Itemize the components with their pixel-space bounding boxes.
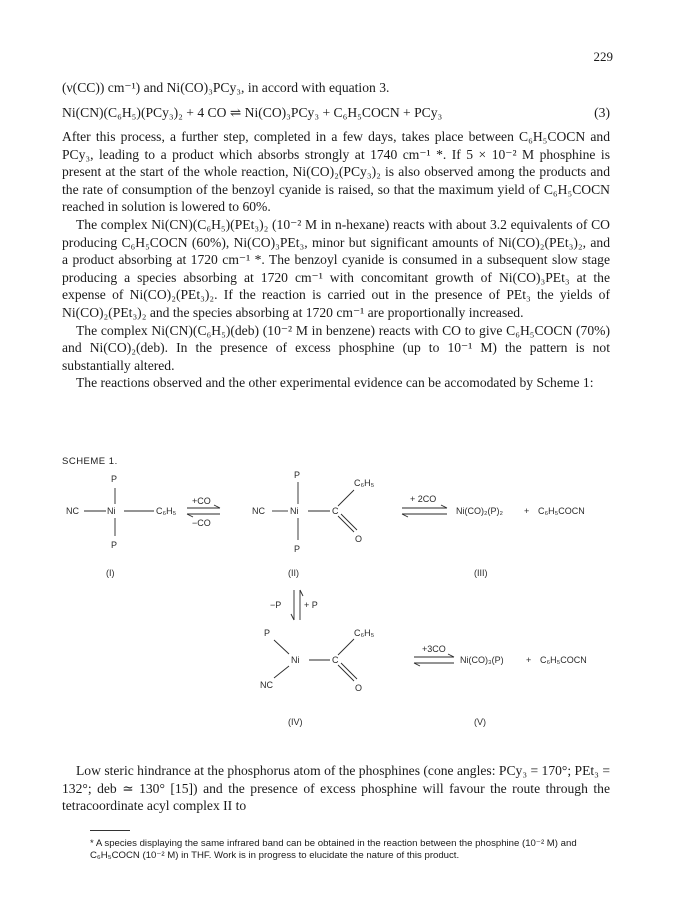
ii-ni: Ni — [290, 506, 299, 516]
arrow-1-bottom: −CO — [192, 518, 211, 528]
iv-c6h5: C₆H₅ — [354, 628, 375, 638]
label-i: (I) — [106, 568, 115, 578]
bond-iv-p — [274, 640, 289, 654]
scheme-1-diagram — [62, 470, 632, 730]
equation-number: (3) — [594, 105, 610, 120]
i-p-bottom: P — [111, 540, 118, 550]
equation-3 — [62, 105, 610, 121]
i-c6h5: C₆H₅ — [156, 506, 177, 516]
paragraph-1: After this process, a further step, completed in a few days, takes place between C₆H₅COCN and PCy₃, leading to a product which absorbs strongly at 1740 cm⁻¹ *. If 5 × 10⁻² M phosphine is present at the start of the whole reaction, Ni(CO)₂(PCy₃)₂ is also observed among the products and the rate of consumption of the benzoyl cyanide is raised, so that the maximum yield of C₆H₅COCN reached in solution is lowered to 60%. — [62, 129, 610, 215]
footnote-rule — [90, 830, 130, 831]
iv-nc: NC — [260, 680, 273, 690]
ii-c: C — [332, 506, 339, 516]
bond-ii-c-c6h5 — [338, 490, 354, 506]
ii-c6h5: C₆H₅ — [354, 478, 375, 488]
arrow-1-top: +CO — [192, 496, 211, 506]
product-2-benzoyl: C₆H₅COCN — [540, 655, 587, 665]
arrow-forward-2-head — [441, 505, 447, 508]
arrow-down-v-head — [291, 614, 294, 620]
vertical-left: −P — [270, 600, 282, 610]
iv-c: C — [332, 655, 339, 665]
arrow-up-v-head — [300, 590, 303, 596]
page-number: 229 — [593, 49, 613, 64]
vertical-right: + P — [304, 600, 318, 610]
first-line — [62, 79, 610, 97]
i-nc: NC — [66, 506, 79, 516]
arrow-forward-3-head — [448, 654, 454, 657]
equation-text: Ni(CN)(C₆H₅)(PCy₃)₂ + 4 CO ⇌ Ni(CO)₃PCy₃ + C₆H₅COCN + PCy₃ — [62, 105, 443, 120]
label-v: (V) — [474, 717, 486, 727]
paragraph-3: The complex Ni(CN)(C₆H₅)(deb) (10⁻² M in benzene) reacts with CO to give C₆H₅COCN (70%) and Ni(CO)₂(deb). In the presence of excess phosphine (up to 10⁻¹ M) the pattern is not substantially altered. — [62, 322, 610, 373]
ii-p-bottom: P — [294, 544, 301, 554]
arrow-back-2-head — [402, 514, 408, 517]
ii-p-top: P — [294, 470, 301, 480]
iv-p: P — [264, 628, 271, 638]
plus-1: + — [524, 506, 530, 516]
ii-nc: NC — [252, 506, 265, 516]
closing-text — [62, 762, 610, 815]
arrow-forward-1-head — [214, 505, 220, 508]
i-ni: Ni — [107, 506, 116, 516]
label-iii: (III) — [474, 568, 488, 578]
arrow-3-top: +3CO — [422, 644, 446, 654]
product-1: Ni(CO)₂(P)₂ — [456, 506, 503, 516]
paragraph-2: The complex Ni(CN)(C₆H₅)(PEt₃)₂ (10⁻² M in n-hexane) reacts with about 3.2 equivalents of CO producing C₆H₅COCN (60%), Ni(CO)₃PEt₃, minor but significant amounts of Ni(CO)₂(PEt₃)₂, and a product absorbing at 1720 cm⁻¹ *. The benzoyl cyanide is consumed in a subsequent slow stage producing a species absorbing at 1720 cm⁻¹ with concomitant growth of Ni(CO)₃PEt₃ at the expense of Ni(CO)₂(PEt₃)₂. If the reaction is carried out in the presence of PEt₃ the yields of Ni(CO)₂(PEt₃)₂ and the species absorbing at 1720 cm⁻¹ are proportionally increased. — [62, 216, 610, 320]
iv-ni: Ni — [291, 655, 300, 665]
footnote: * A species displaying the same infrared band can be obtained in the reaction between the phosphine (10⁻² M) and C₆H₅COCN (10⁻² M) in THF. Work is in progress to elucidate the nature of this product. — [90, 838, 577, 861]
ii-o: O — [355, 534, 363, 544]
paragraph-4: The reactions observed and the other experimental evidence can be accomodated by Scheme 1: — [76, 375, 594, 391]
product-2: Ni(CO)₃(P) — [460, 655, 504, 665]
arrow-back-1-head — [187, 514, 193, 517]
arrow-2-top: + 2CO — [410, 494, 437, 504]
scheme-label: SCHEME 1. — [62, 456, 118, 467]
bond-iv-c-c6h5 — [338, 639, 354, 655]
iv-o: O — [355, 683, 363, 693]
body-text — [62, 128, 610, 392]
label-ii: (II) — [288, 568, 299, 578]
i-p-top: P — [111, 474, 118, 484]
label-iv: (IV) — [288, 717, 303, 727]
closing-paragraph: Low steric hindrance at the phosphorus atom of the phosphines (cone angles: PCy₃ = 170°; PEt₃ = 132°; deb ≃ 130° [15]) and the presence of excess phosphine will favour the route through the tetracoordinate acyl complex II to — [62, 763, 610, 814]
arrow-back-3-head — [414, 663, 420, 666]
product-1-benzoyl: C₆H₅COCN — [538, 506, 585, 516]
first-line-text: (ν(CC)) cm⁻¹) and Ni(CO)₃PCy₃, in accord with equation 3. — [62, 80, 390, 95]
plus-2: + — [526, 655, 532, 665]
bond-iv-nc — [274, 666, 289, 678]
